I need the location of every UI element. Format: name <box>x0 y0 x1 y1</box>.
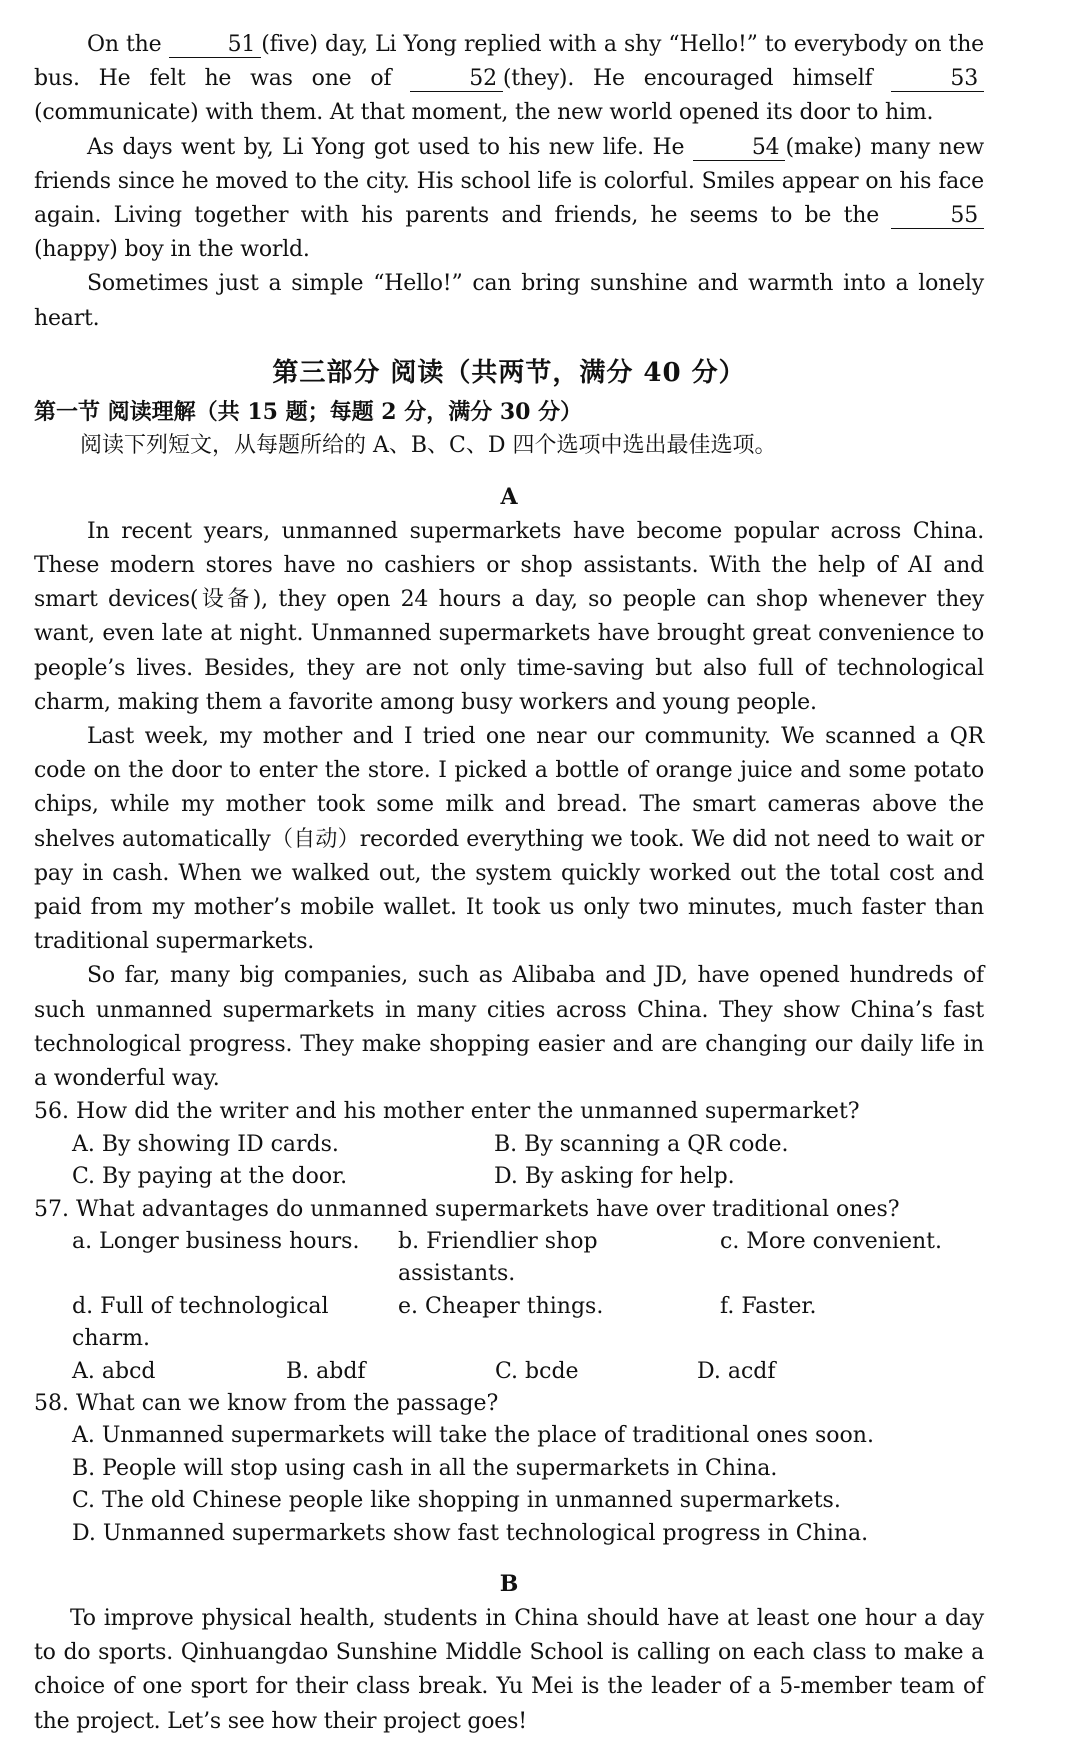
passage-a-paragraph-2: Last week, my mother and I tried one near our community. We scanned a QR code on the door to enter the store. I picked a bottle of orange juice and some potato chips, while my mother took some milk and bread. The smart cameras above the shelves automatically（自动）recorded everything we took. We did not need to wait or pay in cash. When we walked out, the system quickly worked out the total cost and paid from my mother’s mobile wallet. It took us only two minutes, much faster than traditional supermarkets. <box>34 724 984 955</box>
question-57-items-row-2 <box>34 1291 984 1356</box>
question-57-options <box>34 1356 984 1388</box>
passage-a-paragraph-3: So far, many big companies, such as Alibaba and JD, have opened hundreds of such unmanned supermarkets in many cities across China. They show China’s fast technological progress. They make shopping easier and are changing our daily life in a wonderful way. <box>34 963 984 1092</box>
cloze-paragraph-1: On the 51 (five) day, Li Yong replied with a shy “Hello!” to everybody on the bus. He felt he was one of 52 (they). He encouraged himself 53(communicate) with them. At that moment, the new world opened its door to him. <box>34 32 984 126</box>
q56-option-a[interactable]: A. By showing ID cards. <box>72 1131 339 1157</box>
section-one-title: 第一节 阅读理解（共 15 题；每题 2 分，满分 30 分） <box>34 398 583 425</box>
blank-55[interactable]: 55 <box>891 204 984 229</box>
q57-item-a: a. Longer business hours. <box>72 1228 360 1254</box>
cloze-paragraph-3: Sometimes just a simple “Hello!” can bring sunshine and warmth into a lonely heart. <box>34 271 984 331</box>
q57-item-f: f. Faster. <box>720 1293 817 1319</box>
passage-b-heading: B <box>499 1570 519 1597</box>
q57-item-e: e. Cheaper things. <box>398 1293 604 1319</box>
q58-option-a[interactable]: A. Unmanned supermarkets will take the place of traditional ones soon. <box>72 1423 874 1449</box>
part-three-title: 第三部分 阅读（共两节，满分 40 分） <box>272 357 746 388</box>
q57-option-c[interactable]: C. bcde <box>495 1358 579 1384</box>
passage-a-heading: A <box>500 483 518 510</box>
blank-54[interactable]: 54 <box>693 136 786 161</box>
question-56-options-row-1 <box>34 1129 984 1161</box>
passage-a-paragraph-1: In recent years, unmanned supermarkets have become popular across China. These modern stores have no cashiers or shop assistants. With the help of AI and smart devices(设备), they open 24 hours a day, so people can shop whenever they want, even late at night. Unmanned supermarkets have brought great convenience to people’s lives. Besides, they are not only time-saving but also full of technological charm, making them a favorite among busy workers and young people. <box>34 518 984 715</box>
question-56-options-row-2 <box>34 1161 984 1193</box>
q57-item-c: c. More convenient. <box>720 1228 943 1254</box>
blank-51[interactable]: 51 <box>169 33 262 58</box>
q57-item-b: b. Friendlier shop assistants. <box>398 1228 598 1287</box>
passage-b-paragraph-1: To improve physical health, students in China should have at least one hour a day to do sports. Qinhuangdao Sunshine Middle School is calling on each class to make a choice of one sport for their class break. Yu Mei is the leader of a 5-member team of the project. Let’s see how their project goes! <box>34 1605 984 1734</box>
q56-option-b[interactable]: B. By scanning a QR code. <box>494 1131 789 1157</box>
q58-option-b[interactable]: B. People will stop using cash in all the supermarkets in China. <box>72 1455 778 1481</box>
cloze-paragraph-2: As days went by, Li Yong got used to his new life. He 54 (make) many new friends since he moved to the city. His school life is colorful. Smiles appear on his face again. Living together with his parents and friends, he seems to be the 55(happy) boy in the world. <box>34 134 985 263</box>
blank-53[interactable]: 53 <box>891 67 984 92</box>
question-58-stem: 58. What can we know from the passage? <box>34 1390 499 1416</box>
question-56-stem: 56. How did the writer and his mother enter the unmanned supermarket? <box>34 1099 860 1125</box>
q57-option-b[interactable]: B. abdf <box>286 1358 366 1384</box>
instructions: 阅读下列短文，从每题所给的 A、B、C、D 四个选项中选出最佳选项。 <box>80 432 777 458</box>
q56-option-d[interactable]: D. By asking for help. <box>494 1164 735 1190</box>
q57-item-d: d. Full of technological charm. <box>72 1293 329 1352</box>
q56-option-c[interactable]: C. By paying at the door. <box>72 1164 348 1190</box>
q58-option-c[interactable]: C. The old Chinese people like shopping in unmanned supermarkets. <box>72 1488 841 1514</box>
question-57-stem: 57. What advantages do unmanned supermarkets have over traditional ones? <box>34 1196 900 1222</box>
question-57-items-row-1 <box>34 1226 984 1291</box>
q57-option-d[interactable]: D. acdf <box>697 1358 776 1384</box>
q57-option-a[interactable]: A. abcd <box>72 1358 156 1384</box>
blank-52[interactable]: 52 <box>410 67 503 92</box>
q58-option-d[interactable]: D. Unmanned supermarkets show fast technological progress in China. <box>72 1520 869 1546</box>
